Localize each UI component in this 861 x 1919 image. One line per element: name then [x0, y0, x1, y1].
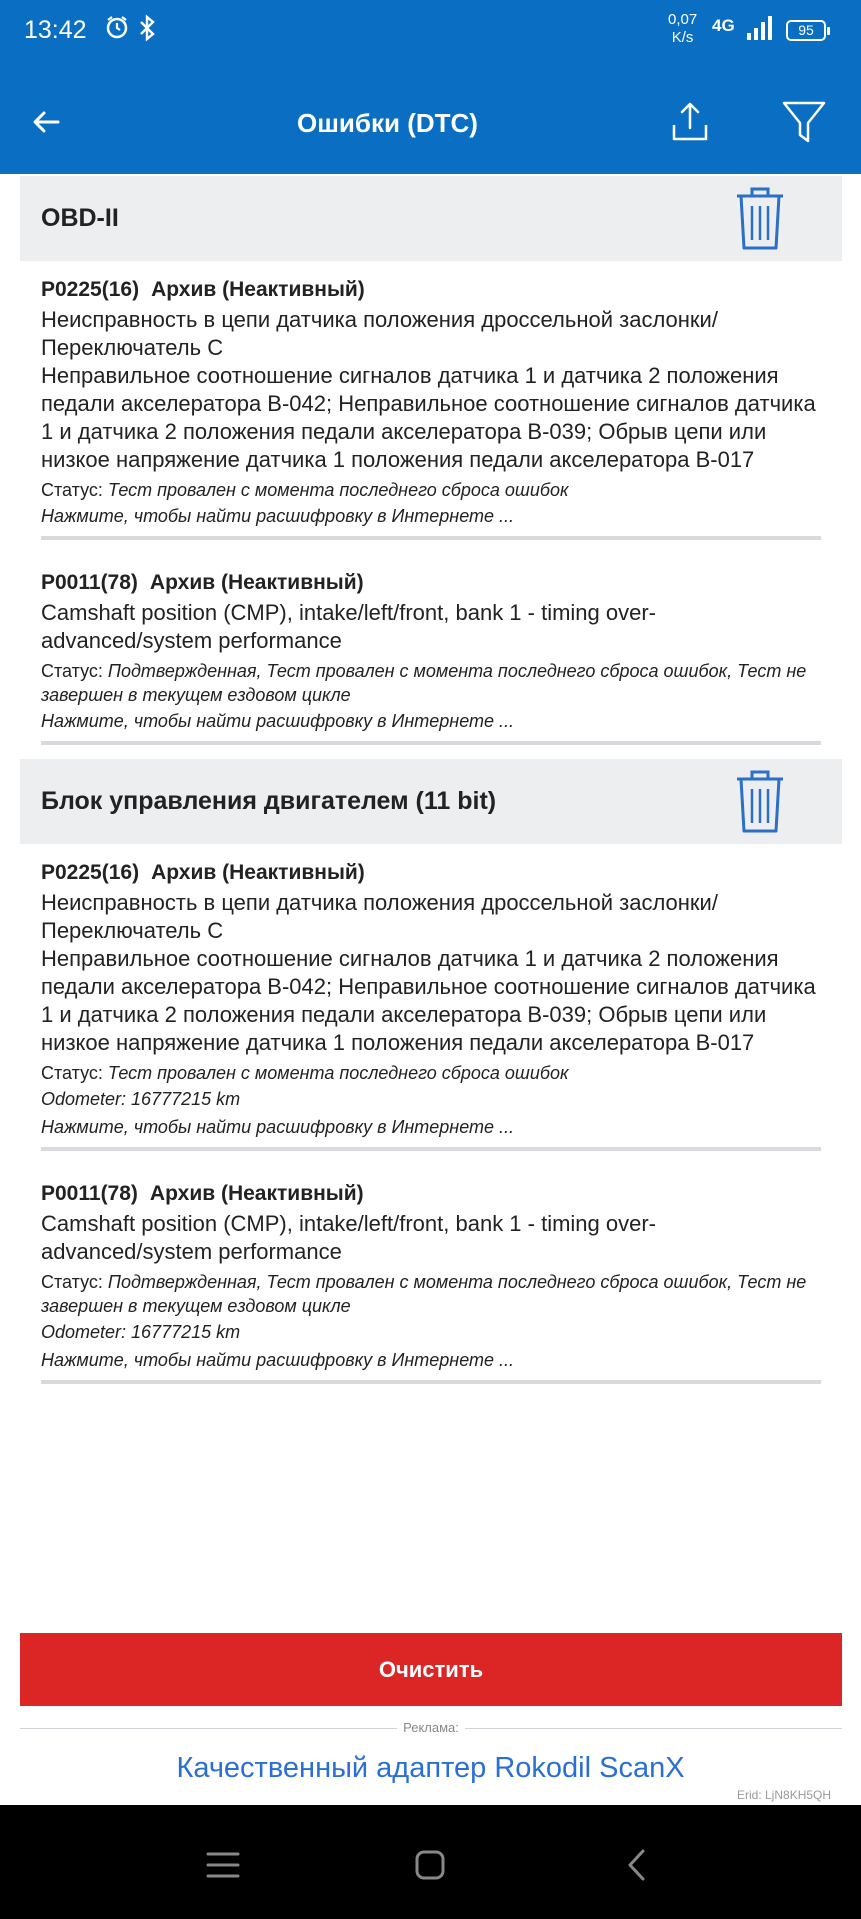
page-title: Ошибки (DTC) — [297, 108, 478, 138]
dtc-state: Архив (Неактивный) — [149, 571, 364, 594]
dtc-item[interactable] — [20, 261, 842, 540]
section-header-obd2 — [20, 176, 842, 261]
divider — [41, 1147, 821, 1151]
dtc-code: P0011(78) — [41, 571, 138, 594]
nav-menu-button[interactable] — [198, 1840, 248, 1890]
dtc-code: P0225(16) — [41, 278, 140, 301]
divider — [41, 1380, 821, 1384]
dtc-status: Статус: Тест провален с момента последнего сброса ошибок — [41, 1063, 569, 1083]
dtc-lookup-link[interactable]: Нажмите, чтобы найти расшифровку в Интернете ... — [41, 1117, 515, 1137]
filter-icon — [781, 99, 827, 145]
section-title: Блок управления двигателем (11 bit) — [41, 787, 497, 815]
nav-home-button[interactable] — [405, 1840, 455, 1890]
dtc-code-line — [41, 1180, 821, 1208]
dtc-description-extra: Неправильное соотношение сигналов датчика 1 и датчика 2 положения педали акселератора B-042; Неправильное соотношение сигналов датчика 1 и датчика 2 положения педали акселератора B-039; Обрыв цепи или низкое напряжение датчика 1 положения педали акселератора B-017 — [41, 946, 816, 1055]
clear-button[interactable]: Очистить — [20, 1633, 842, 1706]
share-button[interactable] — [660, 92, 720, 152]
dtc-status: Статус: Подтвержденная, Тест провален с момента последнего сброса ошибок, Тест не завершен в текущем ездовом цикле — [41, 661, 807, 705]
back-icon — [622, 1847, 652, 1883]
network-speed: 0,07 K/s — [668, 11, 698, 46]
ad-separator — [20, 1718, 842, 1738]
dtc-state: Архив (Неактивный) — [151, 278, 365, 301]
dtc-code: P0225(16) — [41, 861, 140, 884]
dtc-description: Неисправность в цепи датчика положения дроссельной заслонки/ Переключатель C — [41, 307, 718, 360]
dtc-state: Архив (Неактивный) — [149, 1182, 364, 1205]
dtc-description: Неисправность в цепи датчика положения дроссельной заслонки/ Переключатель C — [41, 890, 718, 943]
dtc-status: Статус: Тест провален с момента последнего сброса ошибок — [41, 480, 569, 500]
trash-icon — [732, 184, 788, 252]
dtc-odometer: Odometer: 16777215 km — [41, 1322, 241, 1342]
dtc-code: P0011(78) — [41, 1182, 138, 1205]
system-nav-bar — [0, 1805, 861, 1919]
home-icon — [413, 1848, 447, 1882]
ad-erid: Erid: LjN8KH5QH — [737, 1788, 832, 1802]
dtc-item[interactable] — [20, 554, 842, 745]
dtc-lookup-link[interactable]: Нажмите, чтобы найти расшифровку в Интернете ... — [41, 506, 515, 526]
dtc-state: Архив (Неактивный) — [151, 861, 365, 884]
signal-icon — [746, 14, 772, 47]
ad-link[interactable]: Качественный адаптер Rokodil ScanX — [176, 1752, 685, 1784]
section-header-engine-ecu — [20, 759, 842, 844]
alarm-icon — [104, 14, 130, 45]
divider — [41, 536, 821, 540]
bluetooth-icon — [137, 14, 157, 47]
delete-section-button[interactable] — [732, 767, 788, 840]
dtc-status: Статус: Подтвержденная, Тест провален с момента последнего сброса ошибок, Тест не завершен в текущем ездовом цикле — [41, 1272, 807, 1316]
status-time: 13:42 — [24, 16, 87, 44]
dtc-lookup-link[interactable]: Нажмите, чтобы найти расшифровку в Интернете ... — [41, 1350, 515, 1370]
dtc-item[interactable] — [20, 1165, 842, 1384]
filter-button[interactable] — [774, 92, 834, 152]
dtc-code-line — [41, 276, 821, 304]
status-bar — [0, 0, 861, 60]
dtc-lookup-link[interactable]: Нажмите, чтобы найти расшифровку в Интернете ... — [41, 711, 515, 731]
share-icon — [669, 101, 711, 143]
delete-section-button[interactable] — [732, 184, 788, 257]
dtc-list — [20, 176, 842, 1398]
dtc-description-extra: Неправильное соотношение сигналов датчика 1 и датчика 2 положения педали акселератора B-042; Неправильное соотношение сигналов датчика 1 и датчика 2 положения педали акселератора B-039; Обрыв цепи или низкое напряжение датчика 1 положения педали акселератора B-017 — [41, 363, 816, 472]
dtc-code-line — [41, 569, 821, 597]
nav-back-button[interactable] — [612, 1840, 662, 1890]
trash-icon — [732, 767, 788, 835]
divider — [41, 741, 821, 745]
menu-icon — [206, 1850, 240, 1880]
dtc-code-line — [41, 859, 821, 887]
network-type: 4G — [712, 16, 735, 35]
dtc-odometer: Odometer: 16777215 km — [41, 1089, 241, 1109]
battery-indicator: 95 — [786, 20, 826, 41]
dtc-description: Camshaft position (CMP), intake/left/front, bank 1 - timing over-advanced/system performance — [41, 1211, 657, 1264]
dtc-item[interactable] — [20, 844, 842, 1151]
dtc-description: Camshaft position (CMP), intake/left/front, bank 1 - timing over-advanced/system performance — [41, 600, 657, 653]
app-bar — [0, 60, 861, 174]
ad-label: Реклама: — [397, 1720, 465, 1735]
section-title: OBD-II — [41, 204, 119, 232]
